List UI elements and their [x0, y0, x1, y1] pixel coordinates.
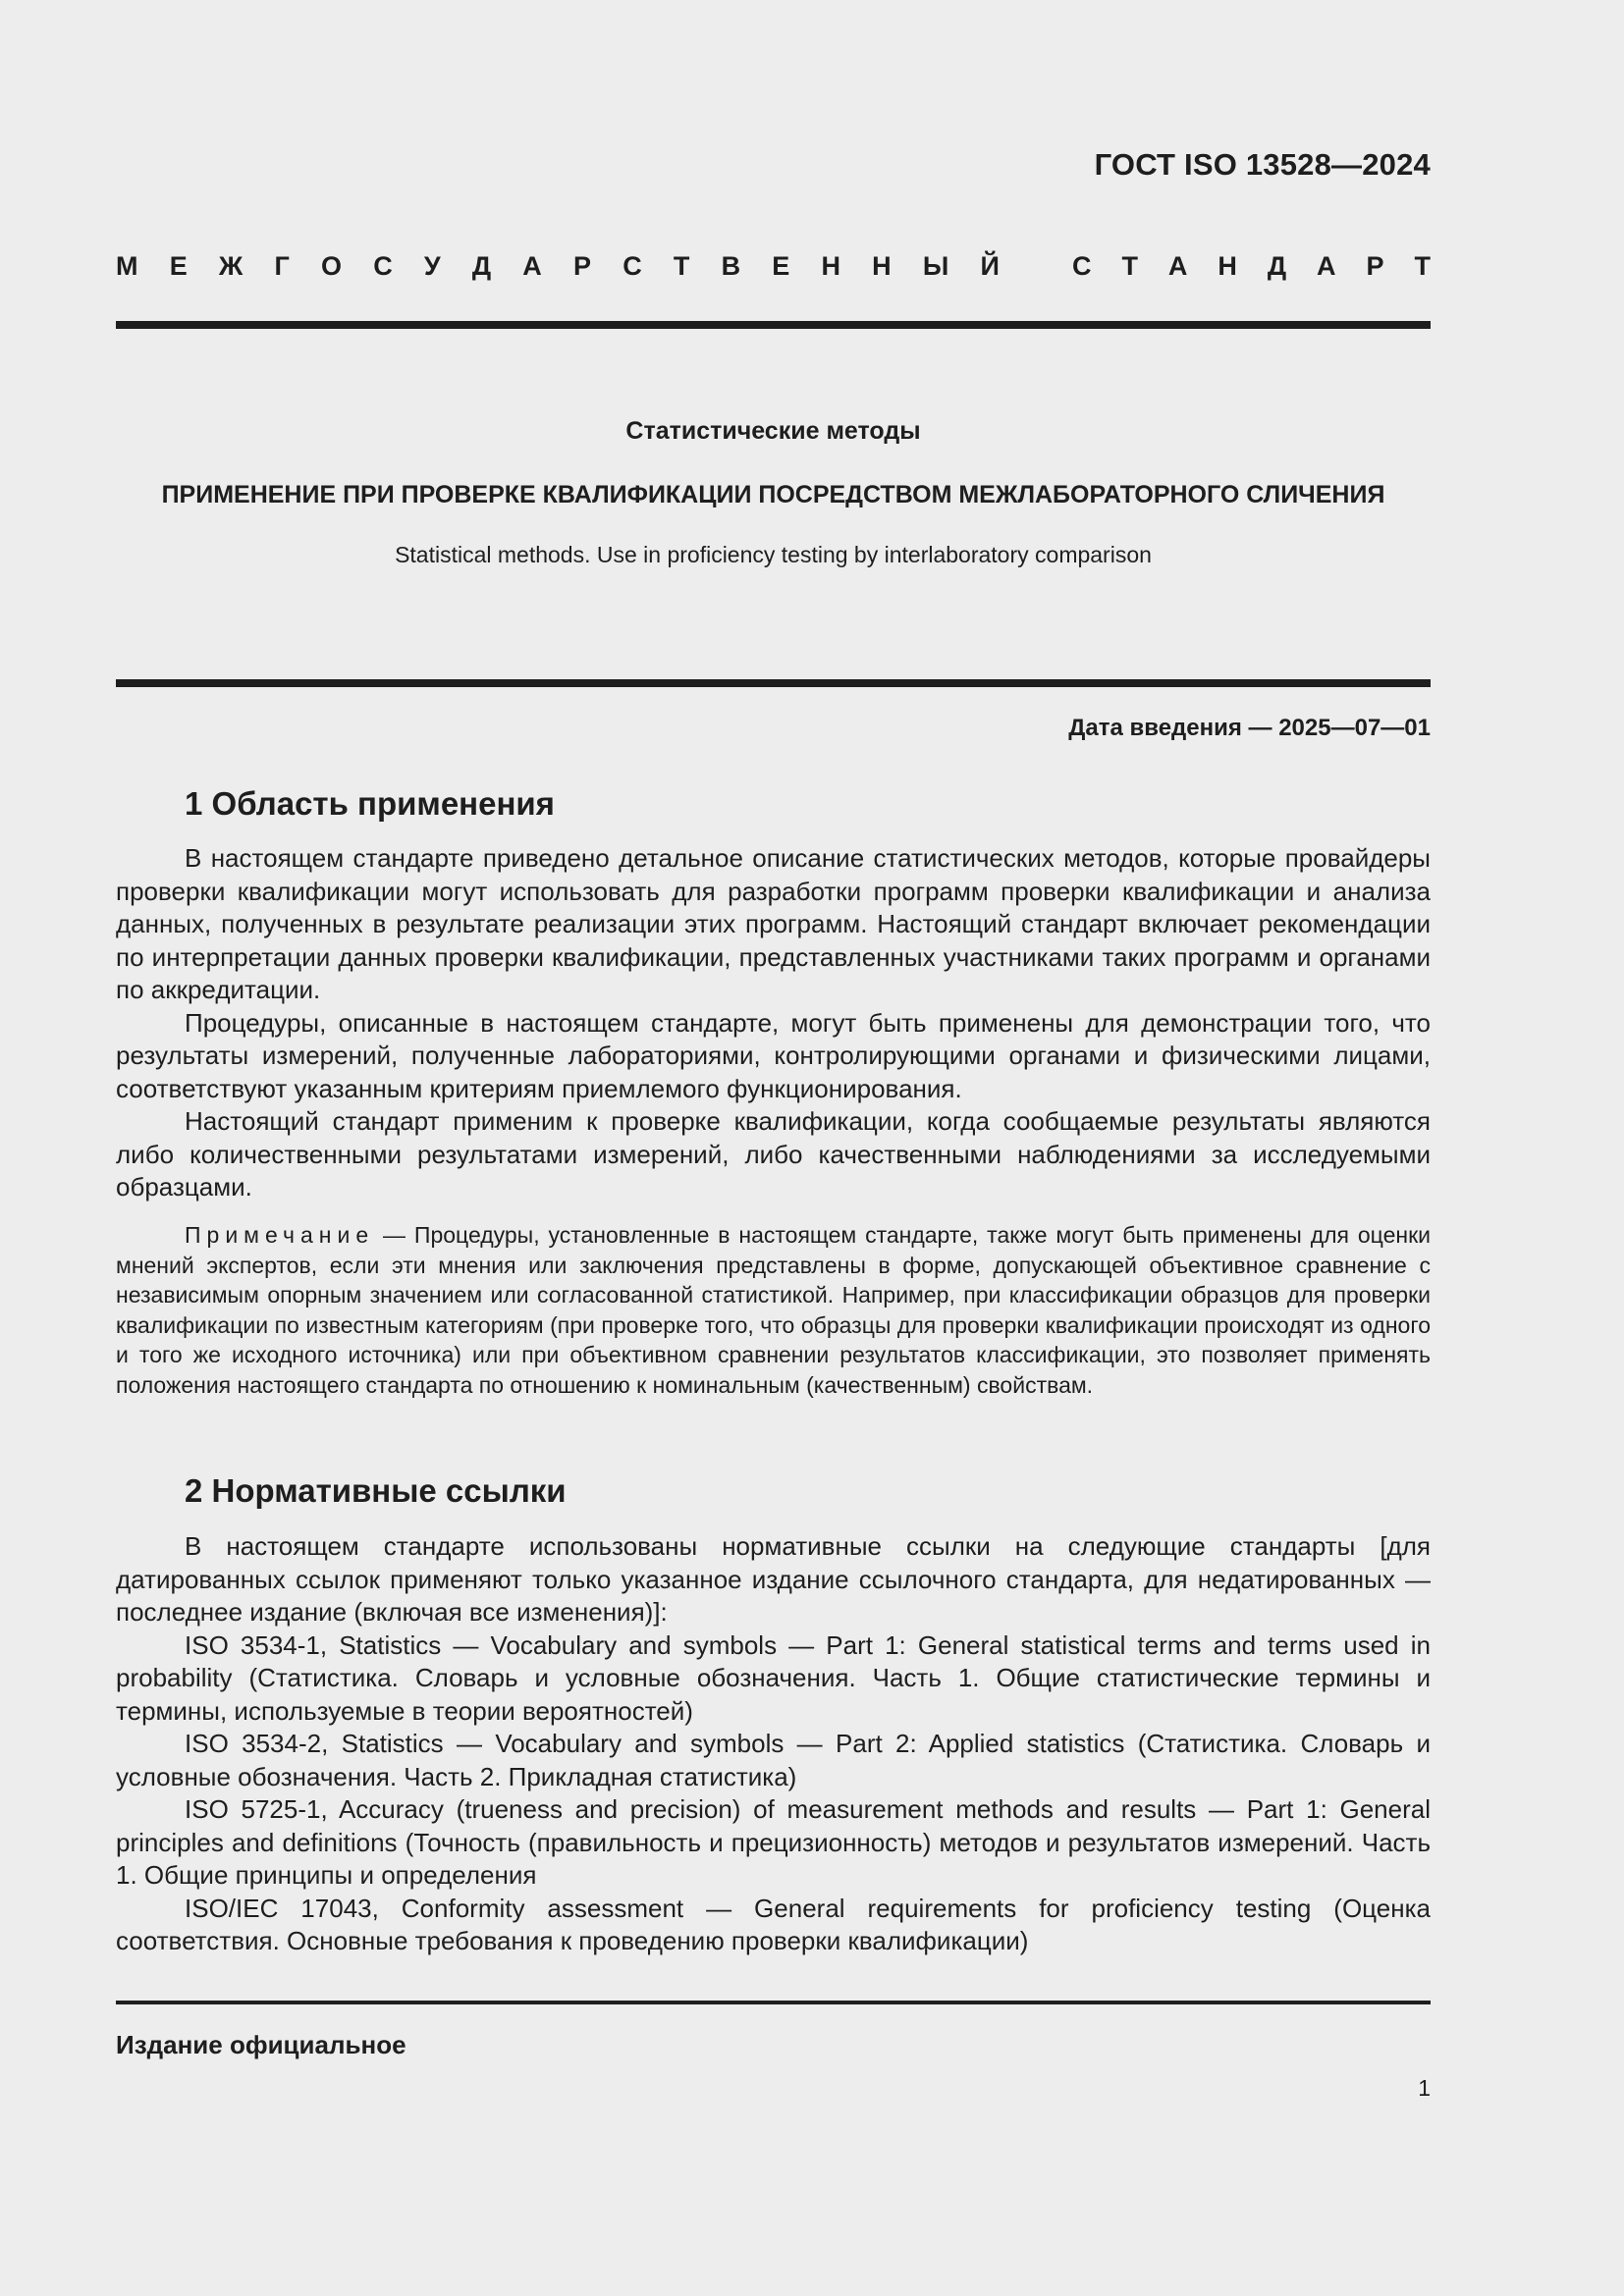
reference-item: ISO 5725-1, Accuracy (trueness and precision) of measurement methods and results — Part 1: General principles and definitions (Точность (правильность и прецизионность) методов и результатов измерений. Часть 1. Общие принципы и определения	[116, 1794, 1431, 1890]
reference-item: ISO 3534-1, Statistics — Vocabulary and symbols — Part 1: General statistical terms and terms used in probability (Статистика. Словарь и условные обозначения. Часть 1. Общие статистические термины и термины, используемые в теории вероятностей)	[116, 1629, 1431, 1726]
banner-letter: О	[320, 251, 342, 281]
banner-letter: Ж	[218, 251, 244, 281]
interstate-word	[116, 251, 1000, 282]
page-number: 1	[1418, 2075, 1431, 2101]
paragraph: Процедуры, описанные в настоящем стандарте, могут быть применены для демонстрации того, что результаты измерений, полученные лабораториями, контролирующими органами и физическими лицами, соответствуют указанным критериям приемлемого функционирования.	[116, 1007, 1431, 1103]
section-2-heading: 2 Нормативные ссылки	[185, 1472, 567, 1509]
banner-letter: Н	[821, 251, 840, 281]
banner-letter: Е	[772, 251, 790, 281]
banner-letter: С	[1072, 251, 1092, 281]
introduction-date: Дата введения — 2025—07—01	[1068, 715, 1431, 741]
standard-title: Статистические методы	[625, 417, 921, 445]
banner-letter: М	[116, 251, 138, 281]
official-edition-label: Издание официальное	[116, 2030, 406, 2059]
banner-letter: Д	[1267, 251, 1287, 281]
paragraph: В настоящем стандарте использованы нормативные ссылки на следующие стандарты [для датированных ссылок применяют только указанное издание ссылочного стандарта, для недатированных — последнее издание (включая все изменения)]:	[116, 1531, 1431, 1627]
banner-letter: Ы	[922, 251, 949, 281]
banner-letter: Й	[980, 251, 1000, 281]
banner-letter: Р	[1366, 251, 1384, 281]
banner-letter: У	[423, 251, 441, 281]
note-label: Примечание	[185, 1222, 375, 1248]
document-number: ГОСТ ISO 13528—2024	[1094, 147, 1431, 182]
banner-letter: С	[623, 251, 642, 281]
banner-letter: Т	[673, 251, 690, 281]
note-paragraph	[116, 1220, 1431, 1400]
section-1-body	[116, 842, 1431, 1204]
note-text: — Процедуры, установленные в настоящем стандарте, также могут быть применены для оценки мнений экспертов, если эти мнения или заключения представлены в форме, допускающей объективное сравнение с независимым опорным значением или согласованной статистикой. Например, при классификации образцов для проверки квалификации по известным категориям (при проверке того, что образцы для проверки квалификации происходят из одного и того же исходного источника) или при объективном сравнении результатов классификации, это позволяет применять положения настоящего стандарта по отношению к номинальным (качественным) свойствам.	[116, 1222, 1431, 1398]
section-2-body	[116, 1530, 1431, 1958]
banner-letter: Т	[1121, 251, 1138, 281]
reference-item: ISO 3534-2, Statistics — Vocabulary and symbols — Part 2: Applied statistics (Статистика. Словарь и условные обозначения. Часть 2. Прикладная статистика)	[116, 1729, 1431, 1791]
banner-letter: Д	[471, 251, 492, 281]
banner-letter: Р	[572, 251, 591, 281]
footer-divider	[116, 2001, 1431, 2004]
banner-letter: С	[373, 251, 393, 281]
standard-word	[1072, 251, 1431, 282]
section-1-heading: 1 Область применения	[185, 785, 555, 822]
banner-letter: В	[721, 251, 741, 281]
banner-letter: А	[1167, 251, 1188, 281]
section-1-note	[116, 1220, 1431, 1400]
banner-letter: Т	[1414, 251, 1431, 281]
banner-letter: Н	[1218, 251, 1237, 281]
banner-letter: Г	[274, 251, 290, 281]
paragraph: В настоящем стандарте приведено детальное описание статистических методов, которые провайдеры проверки квалификации могут использовать для разработки программ проверки квалификации и анализа данных, полученных в результате реализации этих программ. Настоящий стандарт включает рекомендации по интерпретации данных проверки квалификации, представленных участниками таких программ и органами по аккредитации.	[116, 843, 1431, 1004]
reference-item: ISO/IEC 17043, Conformity assessment — General requirements for proficiency testing (Оценка соответствия. Основные требования к проведению проверки квалификации)	[116, 1893, 1431, 1955]
banner-letter: А	[522, 251, 542, 281]
banner-letter: Н	[872, 251, 892, 281]
interstate-standard-banner	[116, 251, 1431, 282]
banner-letter: А	[1317, 251, 1336, 281]
standard-subtitle: ПРИМЕНЕНИЕ ПРИ ПРОВЕРКЕ КВАЛИФИКАЦИИ ПОСРЕДСТВОМ МЕЖЛАБОРАТОРНОГО СЛИЧЕНИЯ	[161, 481, 1385, 508]
paragraph: Настоящий стандарт применим к проверке квалификации, когда сообщаемые результаты являются либо количественными результатами измерений, либо качественными наблюдениями за исследуемыми образцами.	[116, 1106, 1431, 1201]
title-divider	[116, 679, 1431, 687]
banner-letter: Е	[169, 251, 188, 281]
english-title: Statistical methods. Use in proficiency testing by interlaboratory comparison	[395, 542, 1152, 567]
header-divider	[116, 321, 1431, 329]
